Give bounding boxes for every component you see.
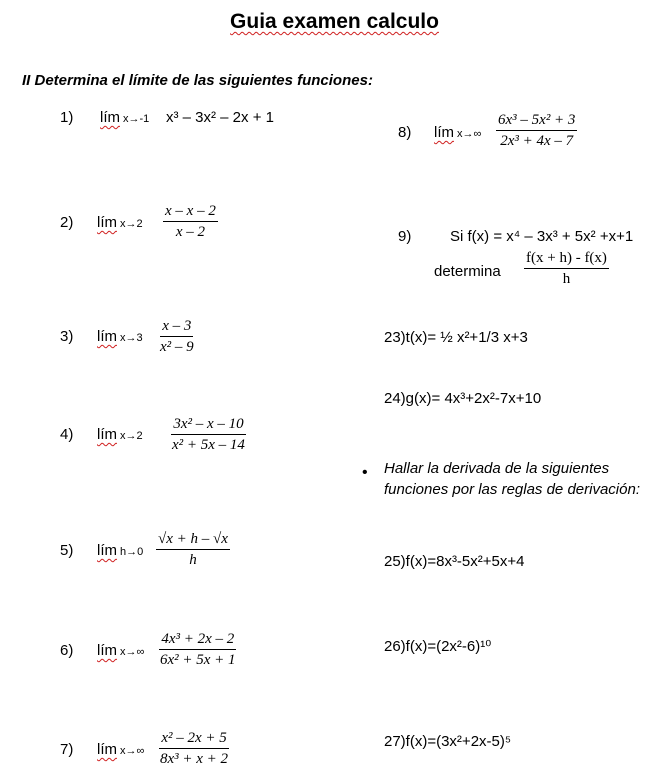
- problem-4-fraction: [170, 416, 247, 454]
- problem-8-limit: lím x→∞: [434, 124, 482, 141]
- problem-26: 26)f(x)=(2x²-6)¹⁰: [384, 638, 492, 655]
- problem-1-limit: lím x→-1: [100, 109, 150, 126]
- derivative-instruction: Hallar la derivada de la siguientes funciones por las reglas de derivación:: [384, 460, 640, 498]
- problem-7-fraction: [158, 730, 230, 768]
- problem-7-numerator: x² – 2x + 5: [159, 730, 228, 749]
- problem-4-limit: lím x→2: [97, 426, 143, 443]
- problem-8-numerator: 6x³ – 5x² + 3: [496, 112, 577, 131]
- problem-7-denominator: 8x³ + x + 2: [160, 751, 229, 767]
- section-heading: II Determina el límite de las siguientes funciones:: [22, 72, 373, 89]
- problem-5-limit: lím h→0: [97, 542, 144, 559]
- problem-4-denominator: x² + 5x – 14: [172, 437, 245, 453]
- problem-2-numerator: x – x – 2: [163, 203, 218, 222]
- problem-3-denominator: x² – 9: [160, 339, 194, 355]
- problem-2-number: 2): [60, 214, 74, 231]
- problem-8-fraction: [496, 112, 577, 150]
- problem-9-determina: determina: [434, 263, 501, 280]
- problem-9-fraction: [524, 250, 609, 288]
- problem-1-number: 1): [60, 109, 74, 126]
- problem-23: 23)t(x)= ½ x²+1/3 x+3: [384, 329, 528, 346]
- problem-3-number: 3): [60, 328, 74, 345]
- problem-4-number: 4): [60, 426, 74, 443]
- problem-2-fraction: [163, 203, 218, 241]
- bullet-icon: •: [362, 464, 368, 481]
- problem-9-function: Si f(x) = x⁴ – 3x³ + 5x² +x+1: [450, 228, 634, 245]
- problem-4-numerator: 3x² – x – 10: [171, 416, 245, 435]
- problem-9-denominator: h: [562, 271, 571, 287]
- problem-2-denominator: x – 2: [175, 224, 205, 240]
- problem-6-fraction: [158, 631, 238, 669]
- problem-8-number: 8): [398, 124, 412, 141]
- problem-6-numerator: 4x³ + 2x – 2: [159, 631, 236, 650]
- problem-2-limit: lím x→2: [97, 214, 143, 231]
- problem-9-number: 9): [398, 228, 412, 245]
- problem-7-limit: lím x→∞: [97, 741, 145, 758]
- problem-25: 25)f(x)=8x³-5x²+5x+4: [384, 553, 525, 570]
- page-title: Guia examen calculo: [230, 10, 439, 33]
- problem-3-limit: lím x→3: [97, 328, 143, 345]
- problem-6-number: 6): [60, 642, 74, 659]
- problem-27: 27)f(x)=(3x²+2x-5)⁵: [384, 733, 512, 750]
- problem-24: 24)g(x)= 4x³+2x²-7x+10: [384, 390, 542, 407]
- problem-8-denominator: 2x³ + 4x – 7: [500, 133, 574, 149]
- problem-5-fraction: [156, 531, 230, 569]
- problem-1-expression: x³ – 3x² – 2x + 1: [166, 109, 274, 126]
- problem-7-number: 7): [60, 741, 74, 758]
- problem-5-number: 5): [60, 542, 74, 559]
- problem-5-numerator: √x + h – √x: [156, 531, 230, 550]
- problem-3-fraction: [158, 318, 196, 356]
- problem-5-denominator: h: [189, 552, 197, 568]
- problem-6-denominator: 6x² + 5x + 1: [160, 652, 236, 668]
- problem-9-numerator: f(x + h) - f(x): [524, 250, 609, 269]
- problem-6-limit: lím x→∞: [97, 642, 145, 659]
- problem-3-numerator: x – 3: [160, 318, 193, 337]
